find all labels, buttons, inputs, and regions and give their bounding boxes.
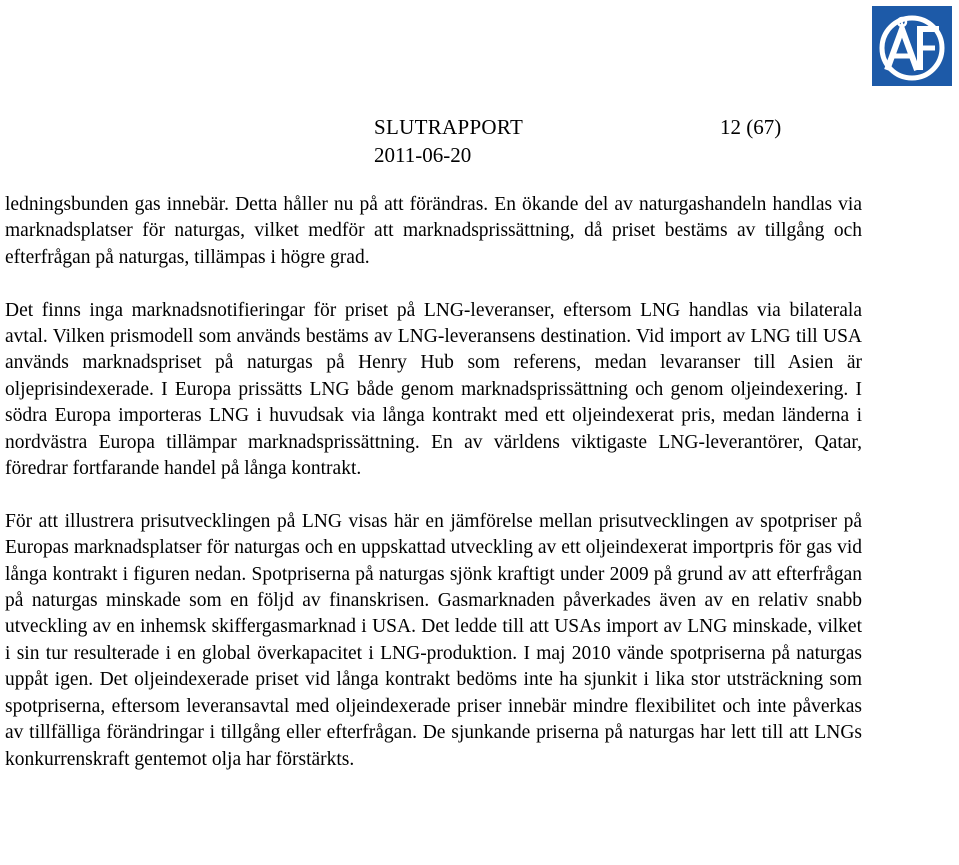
paragraph-3: För att illustrera prisutvecklingen på LNG visas här en jämförelse mellan prisutvecklingen av spotpriser på Europas marknadsplatser för naturgas och en uppskattad utveckling av ett oljeindexerat importpris för gas vid långa kontrakt i figuren nedan. Spotpriserna på naturgas sjönk kraftigt under 2009 på grund av att efterfrågan på naturgas minskade som en följd av finanskrisen. Gasmarknaden påverkades även av en relativ snabb utveckling av en inhemsk skiffergasmarknad i USA. Det ledde till att USAs import av LNG minskade, vilket i sin tur resulterade i en global överkapacitet i LNG-produktion. I maj 2010 vände spotpriserna på naturgas uppåt igen. Det oljeindexerade priset vid långa kontrakt bedöms inte ha sjunkit i lika stor utsträckning som spotpriserna, eftersom leveransavtal med oljeindexerade priser innebär mindre flexibilitet och inte påverkas av tillfälliga förändringar i tillgång eller efterfrågan. De sjunkande priserna på naturgas har lett till att LNGs konkurrenskraft gentemot olja har förstärkts.	[5, 510, 862, 770]
paragraph-1: ledningsbunden gas innebär. Detta håller nu på att förändras. En ökande del av naturgashandeln handlas via marknadsplatser för naturgas, vilket medför att marknadsprissättning, då priset bestäms av tillgång och efterfrågan på naturgas, tillämpas i högre grad.	[5, 194, 862, 268]
af-logo-icon	[872, 6, 952, 86]
report-date: 2011-06-20	[374, 143, 472, 167]
page-header	[374, 113, 794, 169]
document-body	[5, 192, 862, 773]
page-number: 12 (67)	[720, 115, 782, 139]
report-title: SLUTRAPPORT	[374, 115, 524, 139]
paragraph-2: Det finns inga marknadsnotifieringar för priset på LNG-leveranser, eftersom LNG handlas via bilaterala avtal. Vilken prismodell som används bestäms av LNG-leveransens destination. Vid import av LNG till USA används marknadspriset på naturgas på Henry Hub som referens, medan levaranser till Asien är oljeprisindexerade. I Europa prissätts LNG både genom marknadsprissättning och genom oljeindexering. I södra Europa importeras LNG i huvudsak via långa kontrakt med ett oljeindexerat pris, medan länderna i nordvästra Europa tillämpar marknadsprissättning. En av världens viktigaste LNG-leverantörer, Qatar, föredrar fortfarande handel på långa kontrakt.	[5, 299, 862, 480]
